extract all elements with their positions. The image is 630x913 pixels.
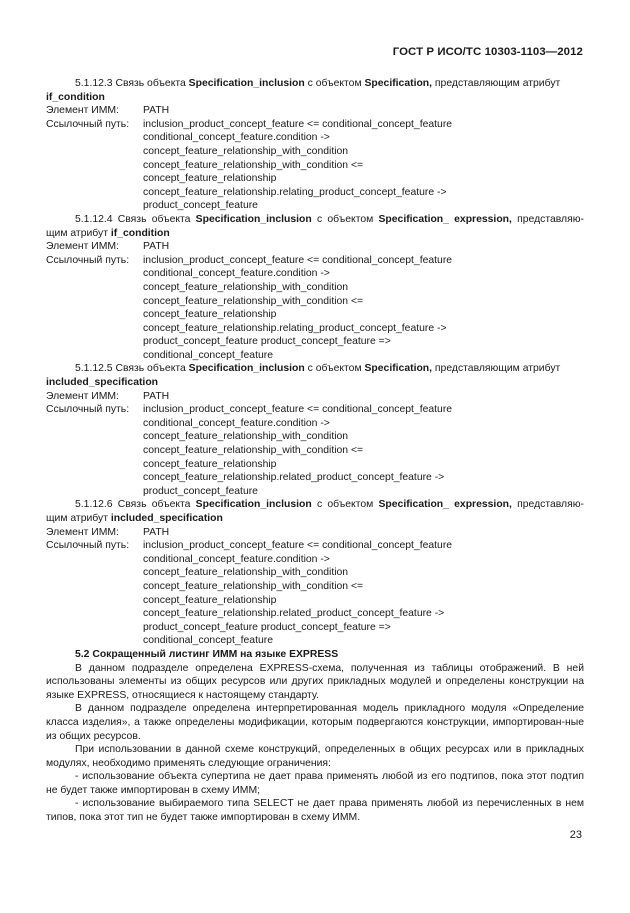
path-row [46, 539, 584, 648]
path-label: Ссылочный путь: [46, 254, 130, 266]
mapping-block [46, 77, 584, 213]
mapping-intro: 5.1.12.4 Связь объекта Specification_inclusion с объектом Specification_ expression, представляю-щим атрибут if_condition [46, 213, 584, 239]
page-number: 23 [569, 829, 582, 841]
path-line: concept_feature_relationship [143, 594, 277, 606]
object-name: Specification_inclusion [195, 213, 312, 225]
paragraph: В данном подразделе определена EXPRESS-схема, полученная из таблицы отображений. В ней использованы элементы из общих ресурсов или других прикладных модулей и определены конструкции на языке EXPRESS, относящиеся к настоящему стандарту. [46, 662, 584, 701]
path-line: inclusion_product_concept_feature <= conditional_concept_feature [143, 254, 453, 266]
paragraph: В данном подразделе определена интерпретированная модель прикладного модуля «Определение класса изделия», а также определены модификации, которым подвергаются конструкции, импортирован-ные из общих ресурсов. [46, 703, 584, 742]
path-line: conditional_concept_feature.condition -> [143, 132, 330, 144]
element-row [46, 526, 584, 540]
element-value: PATH [143, 390, 170, 402]
path-line: conditional_concept_feature [143, 635, 273, 647]
element-row [46, 240, 584, 254]
path-row [46, 118, 584, 213]
path-row [46, 254, 584, 363]
object-name: Specification_inclusion [195, 499, 312, 511]
section-title: 5.2 Сокращенный листинг ИММ на языке EXPRESS [75, 648, 339, 660]
reference-path [143, 118, 584, 213]
path-line: concept_feature_relationship_with_condition [143, 567, 349, 579]
element-label: Элемент ИММ: [46, 241, 119, 253]
object-name: Specification_inclusion [188, 78, 305, 89]
path-line: concept_feature_relationship.relating_product_concept_feature -> [143, 322, 447, 334]
path-line: conditional_concept_feature.condition -> [143, 268, 330, 280]
attribute-name: if_condition [110, 227, 170, 239]
element-label: Элемент ИММ: [46, 526, 119, 538]
path-line: concept_feature_relationship_with_condition <= [143, 445, 364, 457]
path-line: concept_feature_relationship_with_condition [143, 145, 349, 157]
object-name: Specification, [364, 78, 433, 89]
mapping-block [46, 213, 584, 363]
element-label: Элемент ИММ: [46, 105, 119, 117]
reference-path [143, 539, 584, 648]
path-line: concept_feature_relationship.relating_product_concept_feature -> [143, 186, 447, 198]
element-value: PATH [143, 105, 170, 117]
path-line: inclusion_product_concept_feature <= conditional_concept_feature [143, 540, 453, 552]
path-line: concept_feature_relationship_with_condition <= [143, 295, 364, 307]
path-line: concept_feature_relationship.related_product_concept_feature -> [143, 472, 445, 484]
path-line: conditional_concept_feature.condition -> [143, 417, 330, 429]
paragraph: При использовании в данной схеме конструкций, определенных в общих ресурсах или в прикладных модулях, необходимо применять следующие ограничения: [46, 744, 584, 769]
path-line: product_concept_feature [143, 485, 258, 497]
document-body [46, 77, 584, 825]
list-item: - использование объекта супертипа не дает права применять любой из его подтипов, пока этот подтип не будет также импортирован в схему ИММ; [46, 771, 584, 796]
path-line: concept_feature_relationship [143, 173, 277, 185]
object-name: Specification_ expression, [378, 213, 512, 225]
element-row [46, 390, 584, 404]
path-line: concept_feature_relationship_with_condition <= [143, 159, 364, 171]
path-line: concept_feature_relationship.related_product_concept_feature -> [143, 608, 445, 620]
list-item: - использование выбираемого типа SELECT не дает права применять любой из перечисленных в нем типов, пока этот тип не будет также импортирован в схему ИММ. [46, 798, 584, 824]
mapping-block [46, 362, 584, 498]
path-label: Ссылочный путь: [46, 118, 130, 130]
path-line: product_concept_feature product_concept_feature => [143, 621, 391, 633]
mapping-block [46, 498, 584, 648]
object-name: Specification_ expression, [378, 499, 512, 511]
path-line: inclusion_product_concept_feature <= conditional_concept_feature [143, 404, 453, 416]
page-header: ГОСТ Р ИСО/ТС 10303-1103—2012 [392, 46, 583, 58]
reference-path [143, 403, 584, 498]
path-row [46, 403, 584, 498]
path-line: concept_feature_relationship_with_condition [143, 281, 349, 293]
element-value: PATH [143, 526, 170, 538]
element-value: PATH [143, 241, 170, 253]
attribute-name: included_specification [110, 513, 223, 524]
attribute-name: included_specification [46, 377, 159, 389]
object-name: Specification, [364, 363, 433, 375]
path-line: concept_feature_relationship [143, 458, 277, 470]
path-line: product_concept_feature product_concept_feature => [143, 336, 391, 348]
path-line: concept_feature_relationship_with_condition <= [143, 580, 364, 592]
path-line: conditional_concept_feature [143, 349, 273, 361]
mapping-intro: 5.1.12.6 Связь объекта Specification_inclusion с объектом Specification_ expression, представляю-щим атрибут included_specification [46, 499, 584, 524]
path-line: product_concept_feature [143, 200, 258, 212]
path-line: inclusion_product_concept_feature <= conditional_concept_feature [143, 118, 453, 130]
path-label: Ссылочный путь: [46, 404, 130, 416]
object-name: Specification_inclusion [188, 363, 305, 375]
element-row [46, 104, 584, 118]
mapping-intro: 5.1.12.5 Связь объекта Specification_inclusion с объектом Specification, представляющим атрибут [75, 363, 561, 375]
attribute-name: if_condition [46, 91, 105, 103]
mapping-intro: 5.1.12.3 Связь объекта Specification_inclusion с объектом Specification, представляющим атрибут [75, 78, 561, 89]
path-line: conditional_concept_feature.condition -> [143, 553, 330, 565]
section [46, 648, 584, 825]
element-label: Элемент ИММ: [46, 390, 119, 402]
path-line: concept_feature_relationship [143, 309, 277, 321]
reference-path [143, 254, 584, 363]
path-label: Ссылочный путь: [46, 540, 130, 552]
path-line: concept_feature_relationship_with_condition [143, 431, 349, 443]
